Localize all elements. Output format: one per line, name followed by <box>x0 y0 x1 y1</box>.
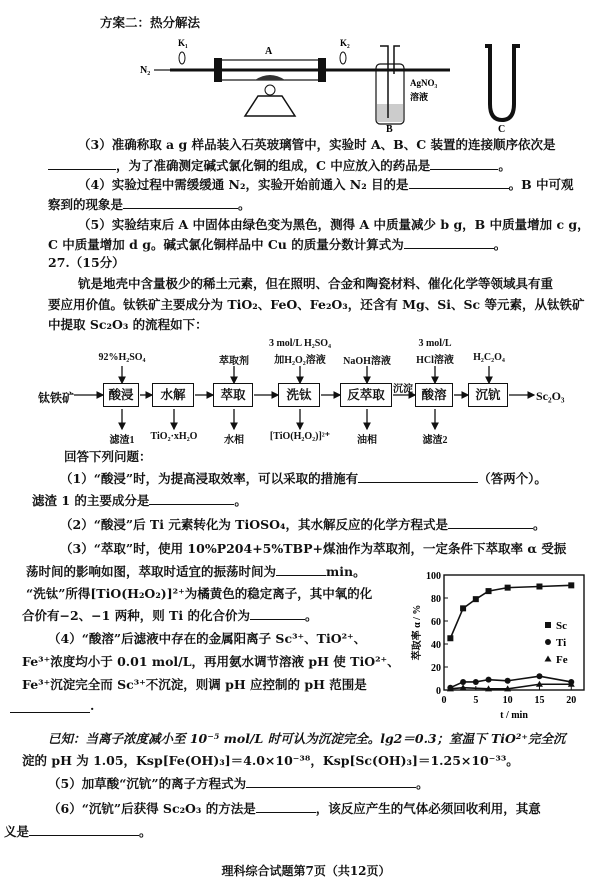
data-point-Ti <box>486 677 492 683</box>
q27-6-line2: 义是 。 <box>4 824 152 839</box>
answer-intro: 回答下列问题： <box>64 449 152 464</box>
n2-label: N₂ <box>140 65 151 76</box>
flow-input-label: 萃取剂 <box>219 356 249 367</box>
flow-output-label: 滤渣2 <box>422 435 448 446</box>
flow-input-label: 加H₂O₂溶液 <box>274 355 326 366</box>
q27-3-line2: 荡时间的影响如图，萃取时适宜的振荡时间为 min。 <box>26 564 366 579</box>
q5-line1: （5）实验结束后 A 中固体由绿色变为黑色，测得 A 中质量减少 b g，B 中质量增加 c g， <box>78 217 590 232</box>
a-label: A <box>265 46 273 57</box>
alcohol-lamp <box>245 96 295 116</box>
data-point-Sc <box>486 588 492 594</box>
x-tick-label: 15 <box>534 695 545 706</box>
process-flow-diagram <box>0 336 612 446</box>
answer-blank[interactable] <box>250 607 305 620</box>
b-label: B <box>386 124 393 134</box>
data-point-Sc <box>568 582 574 588</box>
scheme2-title: 方案二：热分解法 <box>100 15 201 30</box>
q27-2: （2）“酸浸”后 Ti 元素转化为 TiOSO₄，其水解反应的化学方程式是 。 <box>60 517 546 532</box>
legend-label: Sc <box>556 620 567 632</box>
extraction-rate-chart <box>410 565 610 720</box>
flow-step-1: 水解 <box>152 383 194 407</box>
y-tick-label: 0 <box>436 686 441 697</box>
answer-blank[interactable] <box>48 157 116 170</box>
flow-output-label: 滤渣1 <box>109 435 135 446</box>
answer-blank[interactable] <box>358 470 478 483</box>
y-tick-label: 80 <box>431 594 441 605</box>
k1-valve <box>179 52 185 64</box>
series-line-Ti <box>450 676 571 688</box>
known-line2: 淀的 pH 为 1.05，Ksp[Fe(OH)₃]＝4.0×10⁻³⁸，Ksp[Sc(OH)₃]＝1.25×10⁻³³。 <box>22 753 519 768</box>
flow-step-2: 萃取 <box>213 383 253 407</box>
y-tick-label: 60 <box>431 617 441 628</box>
flow-output-label: 水相 <box>224 435 244 446</box>
data-point-Sc <box>447 635 453 641</box>
q27-3-line1: （3）“萃取”时，使用 10%P204+5%TBP+煤油作为萃取剂，一定条件下萃取率 α 受振 <box>60 541 567 556</box>
agno3-label: AgNO₃ <box>410 78 438 88</box>
flow-start: 钛铁矿 <box>38 391 75 405</box>
q27-1-line2: 滤渣 1 的主要成分是 。 <box>32 493 247 508</box>
legend-marker <box>545 639 551 645</box>
x-axis-label: t / min <box>500 710 528 720</box>
y-tick-label: 100 <box>426 571 441 582</box>
flow-step-5: 酸溶 <box>415 383 453 407</box>
answer-blank[interactable] <box>276 563 326 576</box>
series-line-Sc <box>450 585 571 638</box>
flow-output-label: TiO₂·xH₂O <box>150 431 198 442</box>
q27-6-line1: （6）“沉钪”后获得 Sc₂O₃ 的方法是 ，该反应产生的气体必须回收利用，其意 <box>48 801 541 816</box>
flow-input-label: HCl溶液 <box>416 355 454 366</box>
q27-3-line4: 合价有−2、−1 两种，则 Ti 的化合价为 。 <box>22 608 318 623</box>
y-tick-label: 40 <box>431 640 441 651</box>
known-line1: 已知：当离子浓度减小至 10⁻⁵ mol/L 时可认为沉淀完全。lg2＝0.3；室温下 TiO²⁺完全沉 <box>48 731 566 746</box>
q27-intro1: 钪是地壳中含量极少的稀土元素，但在照明、合金和陶瓷材料、催化化学等领域具有重 <box>78 276 554 291</box>
y-axis-label: 萃取率 α / % <box>412 604 423 661</box>
apparatus-diagram <box>130 34 530 134</box>
data-point-Sc <box>536 584 542 590</box>
q3-line1: （3）准确称取 a g 样品装入石英玻璃管中，实验时 A、B、C 装置的连接顺序依次是 <box>78 137 556 152</box>
answer-blank[interactable] <box>256 800 316 813</box>
answer-blank[interactable] <box>404 236 494 249</box>
q27-4-line2: Fe³⁺浓度均小于 0.01 mol/L，再用氨水调节溶液 pH 使 TiO²⁺、 <box>22 654 400 669</box>
q27-4-line1: （4）“酸溶”后滤液中存在的金属阳离子 Sc³⁺、TiO²⁺、 <box>48 631 367 646</box>
flow-step-6: 沉钪 <box>468 383 508 407</box>
flow-input-label: 92%H₂SO₄ <box>98 352 146 363</box>
x-tick-label: 5 <box>473 695 479 706</box>
c-label: C <box>498 124 506 134</box>
answer-blank[interactable] <box>409 176 509 189</box>
answer-blank[interactable] <box>430 157 498 170</box>
k2-valve <box>340 52 346 64</box>
q4-line2: 察到的现象是 。 <box>48 197 251 212</box>
solution-label: 溶液 <box>410 92 429 102</box>
answer-blank[interactable] <box>29 823 139 836</box>
q27-1-line1: （1）“酸浸”时，为提高浸取效率，可以采取的措施有 （答两个）。 <box>60 471 547 486</box>
legend-marker <box>545 622 551 628</box>
data-point-Ti <box>460 679 466 685</box>
flow-step-4: 反萃取 <box>340 383 392 407</box>
data-point-Ti <box>473 679 479 685</box>
x-tick-label: 0 <box>441 695 447 706</box>
flow-end: Sc₂O₃ <box>536 389 565 403</box>
data-point-Ti <box>505 678 511 684</box>
q3-line2: ，为了准确测定碱式氯化铜的组成，C 中应放入的药品是 。 <box>48 157 511 175</box>
series-line-Fe <box>450 684 571 689</box>
flow-input-label: H₂C₂O₄ <box>473 352 505 363</box>
q27-4-line4: · <box>10 700 94 718</box>
legend-label: Fe <box>556 654 568 666</box>
answer-blank[interactable] <box>448 516 533 529</box>
data-point-Sc <box>505 585 511 591</box>
flow-step-3: 洗钛 <box>278 383 320 407</box>
q27-header: 27.（15分） <box>48 255 125 270</box>
legend-label: Ti <box>556 637 567 649</box>
page-footer: 理科综合试题第7页（共12页） <box>221 864 391 878</box>
u-tube-c <box>485 46 520 120</box>
q5-line2: C 中质量增加 d g。碱式氯化铜样品中 Cu 的质量分数计算式为 。 <box>48 237 507 252</box>
q27-5: （5）加草酸“沉钪”的离子方程式为 。 <box>48 776 429 791</box>
q27-3-line3: “洗钛”所得[TiO(H₂O₂)]²⁺为橘黄色的稳定离子，其中氧的化 <box>26 586 373 601</box>
q27-intro3: 中提取 Sc₂O₃ 的流程如下： <box>48 317 208 332</box>
flow-output-label: [TiO(H₂O₂)]²⁺ <box>269 431 331 442</box>
plot-frame <box>444 575 584 690</box>
k1-label: K₁ <box>178 38 188 48</box>
flow-output-label: 油相 <box>357 435 377 446</box>
flow-step-0: 酸浸 <box>103 383 139 407</box>
answer-blank[interactable] <box>246 775 416 788</box>
flow-precipitate-label: 沉淀 <box>393 384 413 395</box>
flow-input-label: NaOH溶液 <box>343 356 391 367</box>
legend-marker <box>545 656 552 662</box>
answer-blank[interactable] <box>10 700 90 713</box>
flow-input-label: 3 mol/L <box>418 338 452 349</box>
answer-blank[interactable] <box>123 196 238 209</box>
flow-input-label: 3 mol/L H₂SO₄ <box>268 338 332 349</box>
answer-blank[interactable] <box>149 492 234 505</box>
data-point-Ti <box>536 673 542 679</box>
q27-4-line3: Fe³⁺沉淀完全而 Sc³⁺不沉淀，则调 pH 应控制的 pH 范围是 <box>22 677 367 692</box>
k2-label: K₂ <box>340 38 350 48</box>
q4-line1: （4）实验过程中需缓缓通 N₂，实验开始前通入 N₂ 目的是 。B 中可观 <box>78 177 574 192</box>
q27-intro2: 要应用价值。钛铁矿主要成分为 TiO₂、FeO、Fe₂O₃，还含有 Mg、Si、Sc 等元素，从钛铁矿 <box>48 297 585 312</box>
data-point-Sc <box>473 596 479 602</box>
y-tick-label: 20 <box>431 663 441 674</box>
x-tick-label: 10 <box>502 695 513 706</box>
data-point-Sc <box>460 605 466 611</box>
x-tick-label: 20 <box>566 695 577 706</box>
